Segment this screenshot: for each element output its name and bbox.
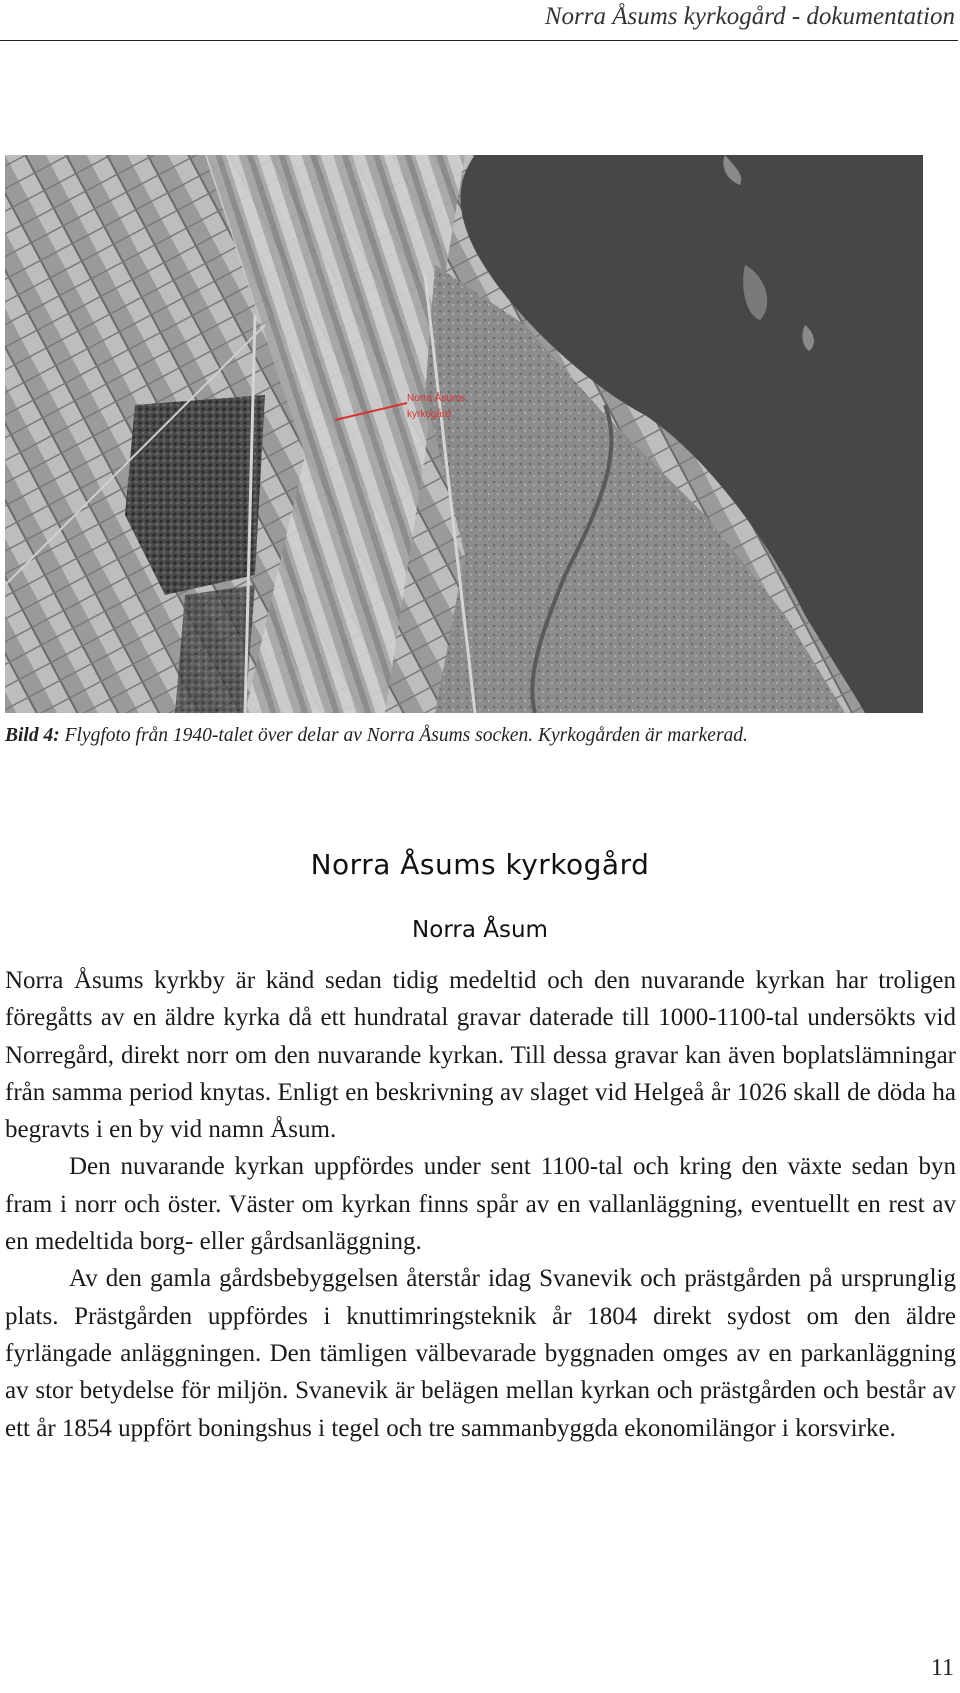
- running-title: Norra Åsums kyrkogård - dokumentation: [544, 3, 955, 30]
- map-label-line2: kyrkogård: [407, 409, 451, 420]
- map-label-line1: Norra Åsums: [407, 393, 466, 404]
- caption-text: Flygfoto från 1940-talet över delar av Norra Åsums socken. Kyrkogården är markerad.: [59, 725, 748, 746]
- paragraph: Den nuvarande kyrkan uppfördes under sent 1100-tal och kring den växte sedan byn fram i norr och öster. Väster om kyrkan finns spår av en vallanläggning, eventuellt en rest av en medeltida borg- eller gårdsanläggning.: [5, 1153, 956, 1256]
- body-text: [5, 962, 956, 1447]
- paragraph: Norra Åsums kyrkby är känd sedan tidig medeltid och den nuvarande kyrkan har troligen föregåtts av en äldre kyrka då ett hundratal gravar daterade till 1000-1100-tal undersökts vid Norregård, direkt norr om den nuvarande kyrkan. Till dessa gravar kan även boplatslämningar från samma period knytas. Enligt en beskrivning av slaget vid Helgeå år 1026 skall de döda ha begravts i en by vid namn Åsum.: [5, 967, 956, 1144]
- aerial-photo: [5, 155, 923, 713]
- section-title: Norra Åsums kyrkogård: [310, 848, 650, 881]
- figure-caption: [5, 725, 955, 747]
- page-number: 11: [930, 1655, 954, 1681]
- paragraph: Av den gamla gårdsbebyggelsen återstår idag Svanevik och prästgården på ursprunglig plats. Prästgården uppfördes i knuttimringsteknik år 1804 direkt sydost om den äldre fyrlängade anläggningen. Den tämligen välbevarade byggnaden omges av en parkanläggning av stor betydelse för miljön. Svanevik är belägen mellan kyrkan och prästgården och består av ett år 1854 uppfört boningshus i tegel och tre sammanbyggda ekonomilängor i korsvirke.: [5, 1265, 956, 1442]
- running-header: [0, 0, 958, 41]
- aerial-photo-graphic: [5, 155, 923, 713]
- caption-label: Bild 4:: [5, 725, 60, 746]
- section-subtitle: Norra Åsum: [412, 917, 548, 943]
